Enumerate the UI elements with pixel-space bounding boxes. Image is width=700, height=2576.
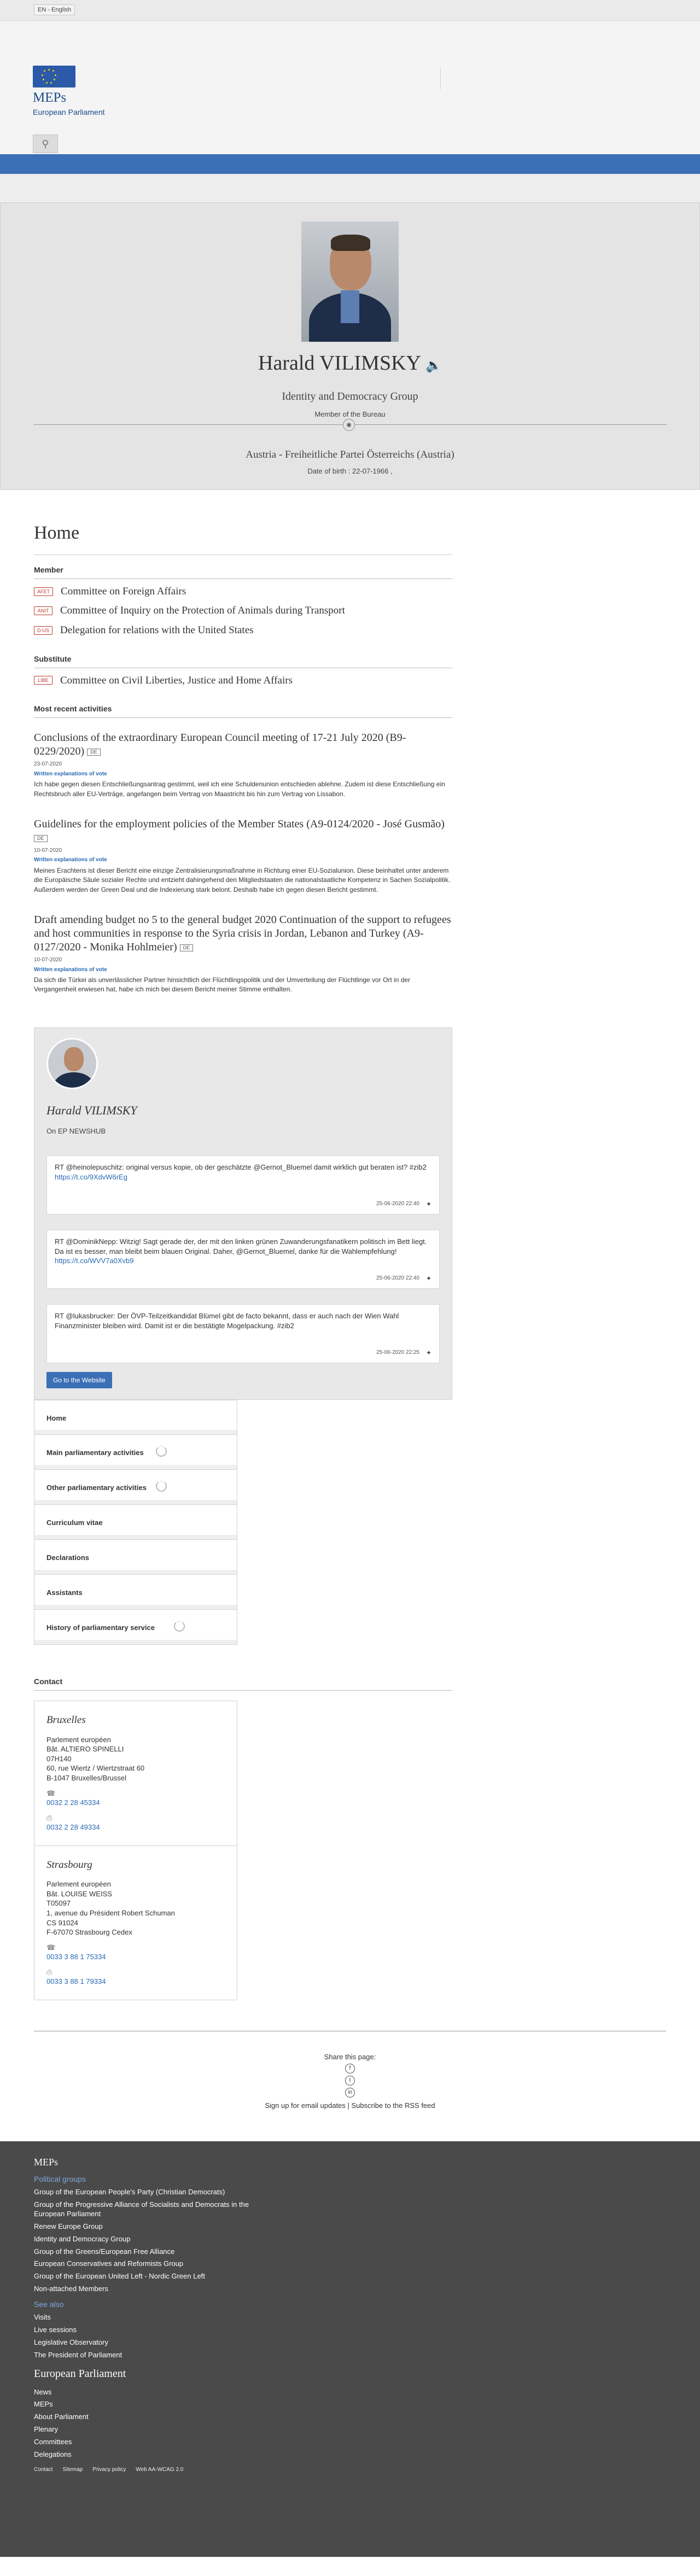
fax-link[interactable]: 0033 3 88 1 79334 [46,1977,106,1986]
page-title: Home [34,521,452,555]
tweet-link[interactable]: https://t.co/WVV7a0Xvb9 [55,1257,134,1265]
activity-title[interactable]: Conclusions of the extraordinary European Council meeting of 17-21 July 2020 (B9-0229/2020) [34,732,406,758]
activity-date: 23-07-2020 [34,761,62,768]
activity-text: Meines Erachtens ist dieser Bericht eine einzige Zentralisierungsmaßnahme in Richtung einer EU-Sozialunion. Diese beinhaltet unter anderem die Europäische Säule sozialer Rechte und entzieht dahingehend den Mitgliedstaaten die nationalstaatliche Kompetenz in Sachen Sozialpolitik. Außerdem werden der Green Deal und die Indexierung stark belont. Deshalb habe ich gegen diesen Bericht gestimmt. [34,866,451,893]
header-divider [440,68,441,89]
footer-bottom-links [34,2466,666,2474]
office-card [34,1701,237,1846]
language-selector[interactable]: EN - English [34,4,75,15]
address-line: 1, avenue du Président Robert Schuman [46,1909,175,1918]
activity-title[interactable]: Guidelines for the employment policies of the Member States (A9-0124/2020 - José Gusmão) [34,817,445,830]
activity-title-row[interactable] [34,731,452,758]
committee-name[interactable]: Committee on Foreign Affairs [61,585,186,597]
tweet-link[interactable]: https://t.co/9XdvW6rEg [55,1172,127,1181]
phone-link[interactable]: 0032 2 28 45334 [46,1798,100,1807]
office-city: Strasbourg [46,1859,92,1871]
recent-activities-heading: Most recent activities [34,704,452,718]
footer-link[interactable]: MEPs [34,2400,53,2409]
ep-emblem-icon: ◉ [343,419,355,431]
tweet-card [46,1155,440,1214]
phone-icon: ☎ [46,1943,56,1952]
committee-code-badge: AFET [34,587,53,596]
tweet-text: RT @heinolepuschitz: original versus kopie, ob der geschätzte @Gernot_Bluemel damit wirklich gut beraten ist? #zib2 [55,1163,427,1172]
tab-other-activities[interactable] [34,1470,237,1505]
footer-link[interactable]: Group of the European United Left - Nordic Green Left [34,2272,205,2281]
footer-link[interactable]: European Conservatives and Reformists Group [34,2259,184,2268]
language-badge: DE [180,944,194,951]
sub-navigation-bar [0,174,700,202]
main-navigation-bar[interactable] [0,154,700,174]
footer-link[interactable]: Plenary [34,2425,59,2434]
footer-link[interactable]: Group of the European People's Party (Christian Democrats) [34,2188,225,2197]
footer-link[interactable]: Non-attached Members [34,2285,108,2293]
activity-title-row[interactable] [34,913,452,954]
tweet-date: 25-06-2020 22:25 [376,1349,419,1356]
address-line: Bât. LOUISE WEISS [46,1889,112,1898]
email-updates-link[interactable]: Sign up for email updates [265,2101,346,2110]
activity-type: Written explanations of vote [34,770,107,777]
tab-label: Main parliamentary activities [46,1448,144,1457]
site-header [0,21,700,154]
twitter-icon[interactable]: ✦ [425,1274,431,1282]
address-line: CS 91024 [46,1918,78,1927]
phone-link[interactable]: 0033 3 88 1 75334 [46,1953,106,1961]
see-also-heading: See also [34,2300,64,2309]
office-city: Bruxelles [46,1714,86,1726]
tab-label: History of parliamentary service [46,1623,155,1632]
loading-spinner-icon [156,1481,167,1492]
fax-icon: ⎙ [46,1813,52,1822]
national-party: Austria - Freiheitliche Partei Österreichs (Austria) [246,449,454,460]
footer-bottom-link[interactable]: Contact [34,2466,53,2473]
footer-link[interactable]: Group of the Progressive Alliance of Socialists and Democrats in the European Parliament [34,2200,249,2218]
tab-label: Assistants [46,1588,83,1597]
tab-assistants[interactable] [34,1575,237,1610]
footer-link[interactable]: News [34,2387,52,2396]
share-links [34,2101,666,2111]
tweet-text: RT @DominikNepp: Witzig! Sagt gerade der, der mit den linken grünen Zuwanderungsfanatikern politisch im Bett liegt. Da ist es besser, man bleibt beim blauen Original. Daher, @Gernot_Bluemel, danke für die Wahlempfehlung! [55,1237,427,1255]
footer-link[interactable]: Delegations [34,2450,72,2459]
activity-date: 10-07-2020 [34,957,62,963]
linkedin-icon[interactable]: in [345,2088,355,2098]
footer-link[interactable]: Committees [34,2438,72,2446]
tweet-card [46,1304,440,1363]
contact-section [34,1677,666,2000]
footer-meps-title[interactable]: MEPs [34,2156,59,2168]
tab-curriculum-vitae[interactable] [34,1505,237,1540]
mep-photo [301,221,399,342]
activity-item [34,913,452,995]
profile-tabs [34,1400,237,1645]
committee-item[interactable] [34,674,666,688]
fax-icon: ⎙ [46,1967,52,1976]
political-group: Identity and Democracy Group [282,390,418,403]
committee-code-badge: ANIT [34,606,52,615]
separator: | [347,2101,352,2110]
address-line: Bât. ALTIERO SPINELLI [46,1745,124,1754]
tweet-date: 25-06-2020 22:40 [376,1200,419,1207]
tweet-card [46,1230,440,1289]
search-button[interactable] [33,135,58,153]
committee-code-badge: D-US [34,626,52,635]
footer-link[interactable]: Identity and Democracy Group [34,2234,131,2243]
tweet-text: RT @lukasbrucker: Der ÖVP-Teilzeitkandidat Blümel gibt de facto bekannt, dass er auch nach der Wien Wahl Finanzminister bleiben wird. Damit ist er die bestätigte Mogelpackung. #zib2 [55,1312,399,1330]
main-content [0,521,700,2111]
footer-link[interactable]: About Parliament [34,2413,89,2421]
facebook-icon[interactable]: f [345,2064,355,2073]
tab-history[interactable] [34,1610,237,1645]
top-bar [0,0,700,21]
committee-name[interactable]: Committee of Inquiry on the Protection of Animals during Transport [60,605,345,617]
bureau-role: Member of the Bureau [314,410,386,419]
footer-link[interactable]: Renew Europe Group [34,2222,103,2230]
committee-name[interactable]: Committee on Civil Liberties, Justice and Home Affairs [60,674,293,686]
search-icon: ⚲ [42,138,49,149]
activity-text: Ich habe gegen diesen Entschließungsantrag gestimmt, weil ich eine Schuldenunion entschieden ablehne. Zudem ist diese Entschließung ein Rechtsbruch aller EU-Verträge, angefangen beim Vertrag von Maastricht bis hin zum Vertrag von Lissabon. [34,780,445,798]
mep-name-row [1,349,699,377]
tab-label: Other parliamentary activities [46,1483,147,1492]
footer-link[interactable]: Group of the Greens/European Free Alliance [34,2247,175,2256]
logo-title: MEPs [33,90,67,105]
contact-heading: Contact [34,1677,452,1691]
footer-bottom-link[interactable]: Web AA-WCAG 2.0 [136,2466,184,2473]
member-heading: Member [34,565,452,579]
committee-item[interactable] [34,585,666,599]
tab-declarations[interactable] [34,1540,237,1575]
activity-date: 10-07-2020 [34,847,62,854]
committee-item[interactable] [34,623,666,638]
address-line: F-67070 Strasbourg Cedex [46,1928,132,1937]
office-card [34,1846,237,2000]
newshub-name: Harald VILIMSKY [46,1103,137,1117]
committee-name[interactable]: Delegation for relations with the United States [60,624,254,636]
activity-type: Written explanations of vote [34,966,107,973]
language-badge: DE [87,749,101,756]
speaker-icon[interactable]: 🔈 [425,359,442,373]
committee-item[interactable] [34,604,666,618]
footer-ep-heading: European Parliament [34,2367,126,2380]
address-line: Parlement européen [46,1880,111,1889]
tweet-date: 25-06-2020 22:40 [376,1275,419,1281]
committee-code-badge: LIBE [34,676,52,685]
footer-bottom-link[interactable]: Sitemap [62,2466,83,2473]
logo-subtitle: European Parliament [33,107,105,116]
avatar [46,1038,98,1089]
mep-name: Harald VILIMSKY [258,352,421,375]
language-badge: DE [34,835,48,842]
tab-label: Home [46,1414,67,1423]
address-line: B-1047 Bruxelles/Brussel [46,1774,126,1782]
tab-label: Curriculum vitae [46,1518,103,1527]
footer-link[interactable]: Visits [34,2313,51,2322]
site-footer [0,2141,700,2557]
activity-text: Da sich die Türkei als unverlässlicher Partner hinsichtlich der Flüchtlingspolitik und der Umverteilung der Flüchtlinge vor Ort in der Vergangenheit erwiesen hat, habe ich mich bei diesem Bericht meiner Stimme enthalten. [34,976,411,994]
tab-main-activities[interactable] [34,1435,237,1470]
eu-flag-icon [33,66,75,87]
meps-logo[interactable] [33,66,105,118]
footer-link[interactable]: Live sessions [34,2325,77,2334]
political-groups-heading: Political groups [34,2175,86,2184]
newshub-panel [34,1027,452,1400]
tab-home[interactable] [34,1400,237,1435]
mep-profile-card [0,202,700,490]
address-line: 60, rue Wiertz / Wiertzstraat 60 [46,1764,145,1773]
tab-label: Declarations [46,1553,90,1562]
footer-link[interactable]: Legislative Observatory [34,2338,108,2346]
phone-icon: ☎ [46,1789,56,1797]
footer-bottom-link[interactable]: Privacy policy [92,2466,126,2473]
loading-spinner-icon [156,1446,167,1457]
share-section [34,2031,666,2111]
twitter-icon[interactable]: ✦ [425,1200,431,1208]
share-title: Share this page: [324,2052,376,2061]
address-line: 07H140 [46,1754,72,1763]
go-to-website-button[interactable]: Go to the Website [46,1372,112,1388]
newshub-subtitle: On EP NEWSHUB [46,1126,106,1135]
activity-title-row[interactable] [34,817,452,845]
footer-link[interactable]: The President of Parliament [34,2350,122,2359]
activity-type: Written explanations of vote [34,857,107,863]
loading-spinner-icon [174,1621,185,1632]
activity-item [34,817,452,895]
twitter-icon[interactable]: t [345,2076,355,2086]
address-line: T05097 [46,1899,71,1908]
address-line: Parlement européen [46,1735,111,1744]
substitute-heading: Substitute [34,654,452,668]
activity-item [34,731,452,799]
activity-title[interactable]: Draft amending budget no 5 to the general budget 2020 Continuation of the support to refugees and host communities in response to the Syria crisis in Jordan, Lebanon and Turkey (A9-0127/2020 - Monika Hohlmeier) [34,914,451,954]
twitter-icon[interactable]: ✦ [425,1348,431,1357]
date-of-birth: Date of birth : 22-07-1966 , [307,467,393,475]
rss-link[interactable]: Subscribe to the RSS feed [351,2101,435,2110]
fax-link[interactable]: 0032 2 28 49334 [46,1823,100,1832]
